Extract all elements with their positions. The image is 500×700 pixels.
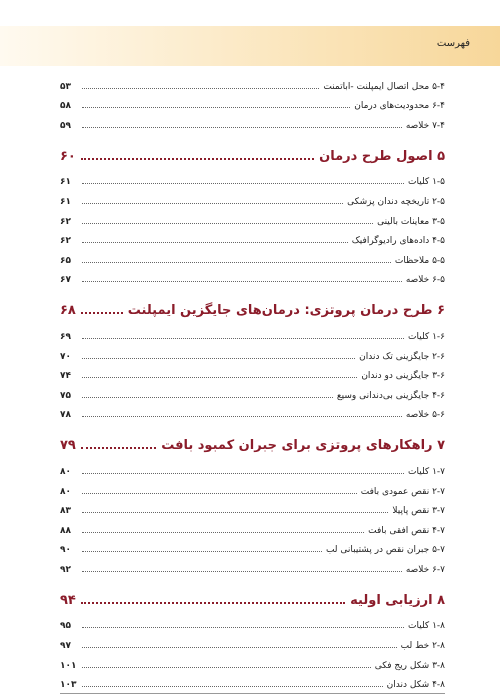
toc-entry-label: ۴-۸ شکل دندان <box>386 680 445 691</box>
intro-section <box>60 72 445 131</box>
dot-leader <box>82 262 391 263</box>
toc-entry-page: ۶۵ <box>60 255 71 266</box>
toc-entry-page: ۵۸ <box>60 101 71 112</box>
toc-entry-label: ۵-۴ محل اتصال ایمپلنت -اباتمنت <box>323 81 445 92</box>
toc-entry-label: ۲-۸ خط لب <box>400 641 445 652</box>
toc-entry-page: ۶۲ <box>60 216 71 227</box>
toc-entry[interactable] <box>60 477 445 497</box>
toc-entry-page: ۷۵ <box>60 390 71 401</box>
toc-entry-page: ۹۰ <box>60 545 71 556</box>
toc-entry[interactable] <box>60 362 445 382</box>
toc-entry-page: ۱۰۱ <box>60 660 77 671</box>
toc-entry-label: ۲-۵ تاریخچه دندان پزشکی <box>347 196 445 207</box>
chapter-8 <box>60 585 445 694</box>
dot-leader <box>82 358 355 359</box>
dot-leader <box>82 493 357 494</box>
toc-entry[interactable] <box>60 342 445 362</box>
toc-entry-label: ۳-۸ شکل ریج فکی <box>374 660 445 671</box>
dot-leader <box>82 551 322 552</box>
chapter-title: ۸ ارزیابی اولیه <box>350 592 445 608</box>
dot-leader <box>81 602 345 604</box>
chapter-title: ۷ راهکارهای پروتزی برای جبران کمبود بافت <box>161 438 445 454</box>
toc-entry-label: ۳-۷ نقص پاپیلا <box>392 506 445 517</box>
toc-entry-label: ۵-۶ خلاصه <box>405 410 445 421</box>
toc-entry[interactable] <box>60 187 445 207</box>
toc-entry[interactable] <box>60 168 445 188</box>
toc-entry[interactable] <box>60 631 445 651</box>
chapter-6 <box>60 295 445 420</box>
toc-entry-page: ۹۵ <box>60 621 71 632</box>
toc-entry-label: ۵-۷ جبران نقص در پشتیبانی لب <box>325 545 445 556</box>
toc-entry-label: ۷-۴ خلاصه <box>405 120 445 131</box>
header-band <box>0 26 500 66</box>
dot-leader <box>82 107 350 108</box>
toc-entry[interactable] <box>60 671 445 691</box>
dot-leader <box>82 532 364 533</box>
dot-leader <box>82 183 404 184</box>
toc-entry[interactable] <box>60 72 445 92</box>
dot-leader <box>82 571 402 572</box>
table-of-contents <box>60 72 445 694</box>
toc-entry-label: ۱-۷ کلیات <box>408 466 445 477</box>
toc-entry[interactable] <box>60 536 445 556</box>
dot-leader <box>82 281 402 282</box>
toc-entry-label: ۲-۶ جایگزینی تک دندان <box>359 351 445 362</box>
chapter-heading[interactable] <box>60 295 445 318</box>
toc-entry-page: ۱۰۳ <box>60 680 77 691</box>
toc-entry-label: ۳-۶ جایگزینی دو دندان <box>361 371 445 382</box>
chapter-page: ۶۸ <box>60 303 76 319</box>
chapter-heading[interactable] <box>60 430 445 453</box>
toc-entry-page: ۷۴ <box>60 371 71 382</box>
toc-entry[interactable] <box>60 497 445 517</box>
chapter-heading[interactable] <box>60 585 445 608</box>
toc-entry-label: ۱-۸ کلیات <box>408 621 445 632</box>
toc-entry-page: ۷۸ <box>60 410 71 421</box>
toc-entry-page: ۵۹ <box>60 120 71 131</box>
toc-entry-page: ۹۷ <box>60 641 71 652</box>
toc-entry-label: ۱-۵ کلیات <box>408 177 445 188</box>
toc-entry[interactable] <box>60 92 445 112</box>
dot-leader <box>82 127 402 128</box>
toc-entry[interactable] <box>60 381 445 401</box>
chapter-page: ۷۹ <box>60 438 76 454</box>
toc-entry[interactable] <box>60 612 445 632</box>
toc-entry-page: ۶۲ <box>60 236 71 247</box>
toc-entry[interactable] <box>60 401 445 421</box>
toc-entry-label: ۴-۷ نقص افقی بافت <box>368 525 445 536</box>
toc-entry-label: ۶-۵ خلاصه <box>405 275 445 286</box>
dot-leader <box>82 242 348 243</box>
toc-entry-label: ۱-۶ کلیات <box>408 331 445 342</box>
chapter-title: ۶ طرح درمان پروتزی: درمان‌های جایگزین ایمپلنت <box>127 303 445 319</box>
toc-entry-page: ۶۹ <box>60 331 71 342</box>
dot-leader <box>81 447 156 449</box>
toc-entry-page: ۸۸ <box>60 525 71 536</box>
toc-entry[interactable] <box>60 457 445 477</box>
toc-entry-label: ۶-۴ محدودیت‌های درمان <box>354 101 445 112</box>
chapter-7 <box>60 430 445 575</box>
toc-entry[interactable] <box>60 651 445 671</box>
toc-entry-page: ۶۱ <box>60 196 71 207</box>
toc-entry[interactable] <box>60 246 445 266</box>
chapter-heading[interactable] <box>60 141 445 164</box>
dot-leader <box>82 416 402 417</box>
dot-leader <box>82 397 333 398</box>
toc-entry-label: ۳-۵ معاینات بالینی <box>377 216 445 227</box>
toc-entry-page: ۵۳ <box>60 81 71 92</box>
toc-entry-label: ۶-۷ خلاصه <box>405 564 445 575</box>
dot-leader <box>82 338 404 339</box>
dot-leader <box>82 627 404 628</box>
chapter-title: ۵ اصول طرح درمان <box>319 148 445 164</box>
toc-entry-page: ۷۰ <box>60 351 71 362</box>
toc-entry[interactable] <box>60 111 445 131</box>
toc-entry-page: ۸۰ <box>60 466 71 477</box>
chapter-page: ۶۰ <box>60 148 76 164</box>
toc-entry-label: ۵-۵ ملاحظات <box>394 255 445 266</box>
toc-entry-page: ۶۱ <box>60 177 71 188</box>
chapter-5 <box>60 141 445 286</box>
dot-leader <box>81 312 123 314</box>
toc-entry[interactable] <box>60 322 445 342</box>
dot-leader <box>82 647 397 648</box>
dot-leader <box>82 512 388 513</box>
page-title: فهرست <box>436 38 470 49</box>
toc-entry-page: ۶۷ <box>60 275 71 286</box>
dot-leader <box>82 203 343 204</box>
toc-entry-label: ۴-۶ جایگزینی بی‌دندانی وسیع <box>336 390 445 401</box>
toc-entry-page: ۹۲ <box>60 564 71 575</box>
toc-entry[interactable] <box>60 266 445 286</box>
toc-entry-label: ۴-۵ داده‌های رادیوگرافیک <box>351 236 445 247</box>
toc-entry[interactable] <box>60 555 445 575</box>
section-divider <box>60 693 445 694</box>
toc-entry[interactable] <box>60 227 445 247</box>
dot-leader <box>82 223 373 224</box>
dot-leader <box>82 88 319 89</box>
dot-leader <box>82 686 383 687</box>
chapter-page: ۹۴ <box>60 592 76 608</box>
dot-leader <box>82 473 404 474</box>
toc-entry[interactable] <box>60 207 445 227</box>
dot-leader <box>82 667 371 668</box>
dot-leader <box>81 158 314 160</box>
dot-leader <box>82 377 357 378</box>
toc-entry-page: ۸۰ <box>60 486 71 497</box>
toc-entry-label: ۲-۷ نقص عمودی بافت <box>360 486 445 497</box>
toc-entry[interactable] <box>60 516 445 536</box>
toc-entry-page: ۸۳ <box>60 506 71 517</box>
